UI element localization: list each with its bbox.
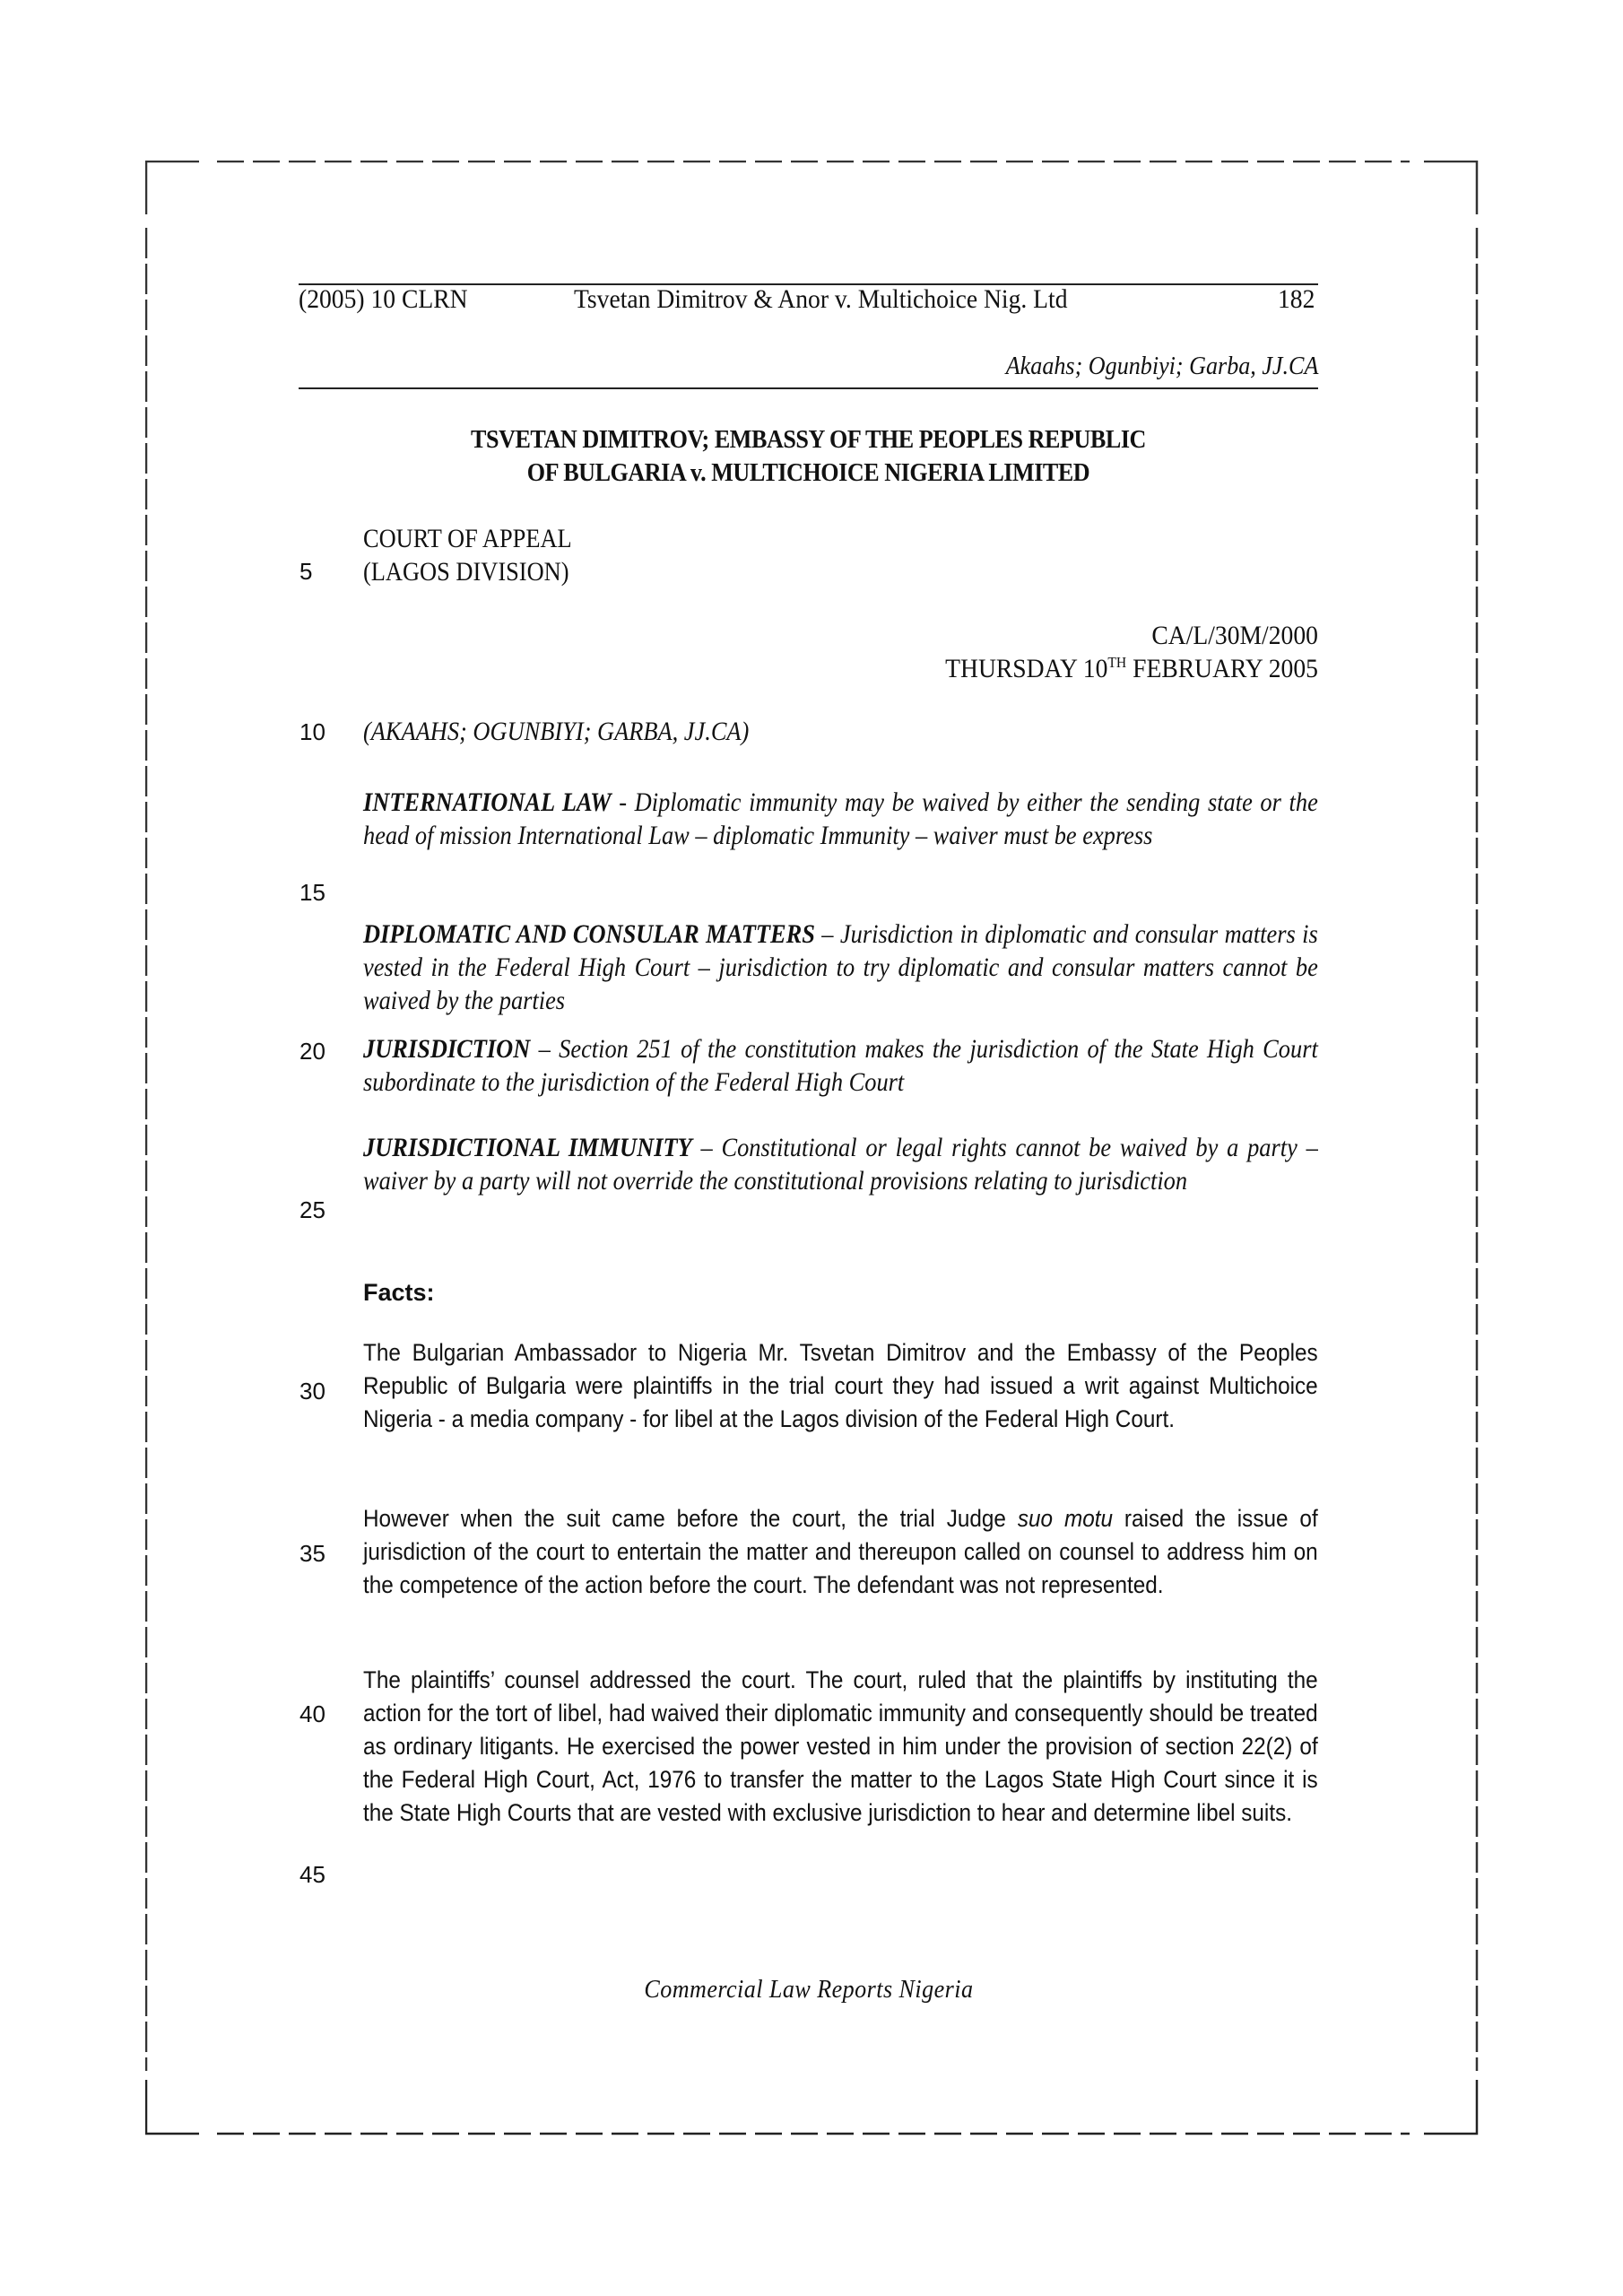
court-name: COURT OF APPEAL [363, 524, 572, 553]
header-bottom-rule [299, 387, 1318, 389]
line-number-45: 45 [299, 1861, 325, 1888]
header-judges: Akaahs; Ogunbiyi; Garba, JJ.CA [1005, 352, 1318, 380]
headnote-international-law: INTERNATIONAL LAW - Diplomatic immunity may be waived by either the sending state or the head of mission International Law – diplomatic Immunity – waiver must be express [363, 787, 1318, 850]
line-number-10: 10 [299, 718, 325, 745]
line-number-30: 30 [299, 1378, 325, 1405]
header-case-name: Tsvetan Dimitrov & Anor v. Multichoice Nig. Ltd [574, 284, 1068, 314]
case-title-line-2: OF BULGARIA v. MULTICHOICE NIGERIA LIMITED [526, 458, 1090, 487]
line-number-40: 40 [299, 1700, 325, 1727]
judgment-date: THURSDAY 10TH FEBRUARY 2005 [945, 654, 1318, 683]
headnote-keyword: INTERNATIONAL LAW [363, 787, 612, 817]
suit-block [945, 619, 1318, 685]
headnote-text: Jurisdiction in diplomatic and consular matters is vested in the Federal High Court – jurisdiction to try diplomatic and consular matters cannot be waived by the parties [363, 919, 1318, 1015]
court-division: (LAGOS DIVISION) [363, 557, 569, 587]
court-block [363, 522, 572, 588]
facts-paragraph-2: However when the suit came before the court, the trial Judge suo motu raised the issue of jurisdiction of the court to entertain the matter and thereupon called on counsel to address him on the competence of the action before the court. The defendant was not represented. [363, 1505, 1318, 1598]
headnote-jurisdiction: JURISDICTION – Section 251 of the constitution makes the jurisdiction of the State High Court subordinate to the jurisdiction of the Federal High Court [363, 1034, 1318, 1097]
case-title-line-1: TSVETAN DIMITROV; EMBASSY OF THE PEOPLES REPUBLIC [471, 425, 1146, 454]
line-number-35: 35 [299, 1540, 325, 1567]
header-citation: (2005) 10 CLRN [299, 284, 468, 314]
facts-paragraph-3: The plaintiffs’ counsel addressed the court. The court, ruled that the plaintiffs by instituting the action for the tort of libel, had waived their diplomatic immunity and consequently should be treated as ordinary litigants. He exercised the power vested in him under the provision of section 22(2) of the Federal High Court, Act, 1976 to transfer the matter to the Lagos State High Court since it is the State High Courts that are vested with exclusive jurisdiction to hear and determine libel suits. [363, 1666, 1318, 1826]
page-footer [299, 1973, 1318, 2005]
headnote-text: Section 251 of the constitution makes the jurisdiction of the State High Court subordinate to the jurisdiction of the Federal High Court [363, 1034, 1318, 1097]
latin-term: suo motu [1017, 1505, 1114, 1532]
headnote-text: Diplomatic immunity may be waived by either the sending state or the head of mission International Law – diplomatic Immunity – waiver must be express [363, 787, 1318, 850]
line-number-15: 15 [299, 879, 325, 906]
bench-justices: (AKAAHS; OGUNBIYI; GARBA, JJ.CA) [363, 717, 750, 746]
facts-paragraph-1: The Bulgarian Ambassador to Nigeria Mr. Tsvetan Dimitrov and the Embassy of the Peoples Republic of Bulgaria were plaintiffs in the trial court they had issued a writ against Multichoice Nigeria - a media company - for libel at the Lagos division of the Federal High Court. [363, 1339, 1318, 1432]
headnote-keyword: JURISDICTION [363, 1034, 531, 1064]
headnote-text: Constitutional or legal rights cannot be waived by a party – waiver by a party will not override the constitutional provisions relating to jurisdiction [363, 1133, 1318, 1196]
headnote-diplomatic-consular-matters: DIPLOMATIC AND CONSULAR MATTERS – Jurisdiction in diplomatic and consular matters is vested in the Federal High Court – jurisdiction to try diplomatic and consular matters cannot be waived by the parties [363, 919, 1318, 1015]
headnote-jurisdictional-immunity: JURISDICTIONAL IMMUNITY – Constitutional or legal rights cannot be waived by a party – waiver by a party will not override the constitutional provisions relating to jurisdiction [363, 1133, 1318, 1196]
case-title [299, 423, 1318, 490]
line-number-25: 25 [299, 1196, 325, 1223]
suit-number: CA/L/30M/2000 [1151, 621, 1318, 650]
headnote-keyword: DIPLOMATIC AND CONSULAR MATTERS [363, 919, 815, 949]
line-number-5: 5 [299, 558, 313, 585]
headnote-keyword: JURISDICTIONAL IMMUNITY [363, 1133, 692, 1162]
line-number-20: 20 [299, 1038, 325, 1065]
header-page-number: 182 [1278, 284, 1315, 314]
facts-heading: Facts: [363, 1279, 435, 1306]
publication-name: Commercial Law Reports Nigeria [643, 1975, 974, 2004]
